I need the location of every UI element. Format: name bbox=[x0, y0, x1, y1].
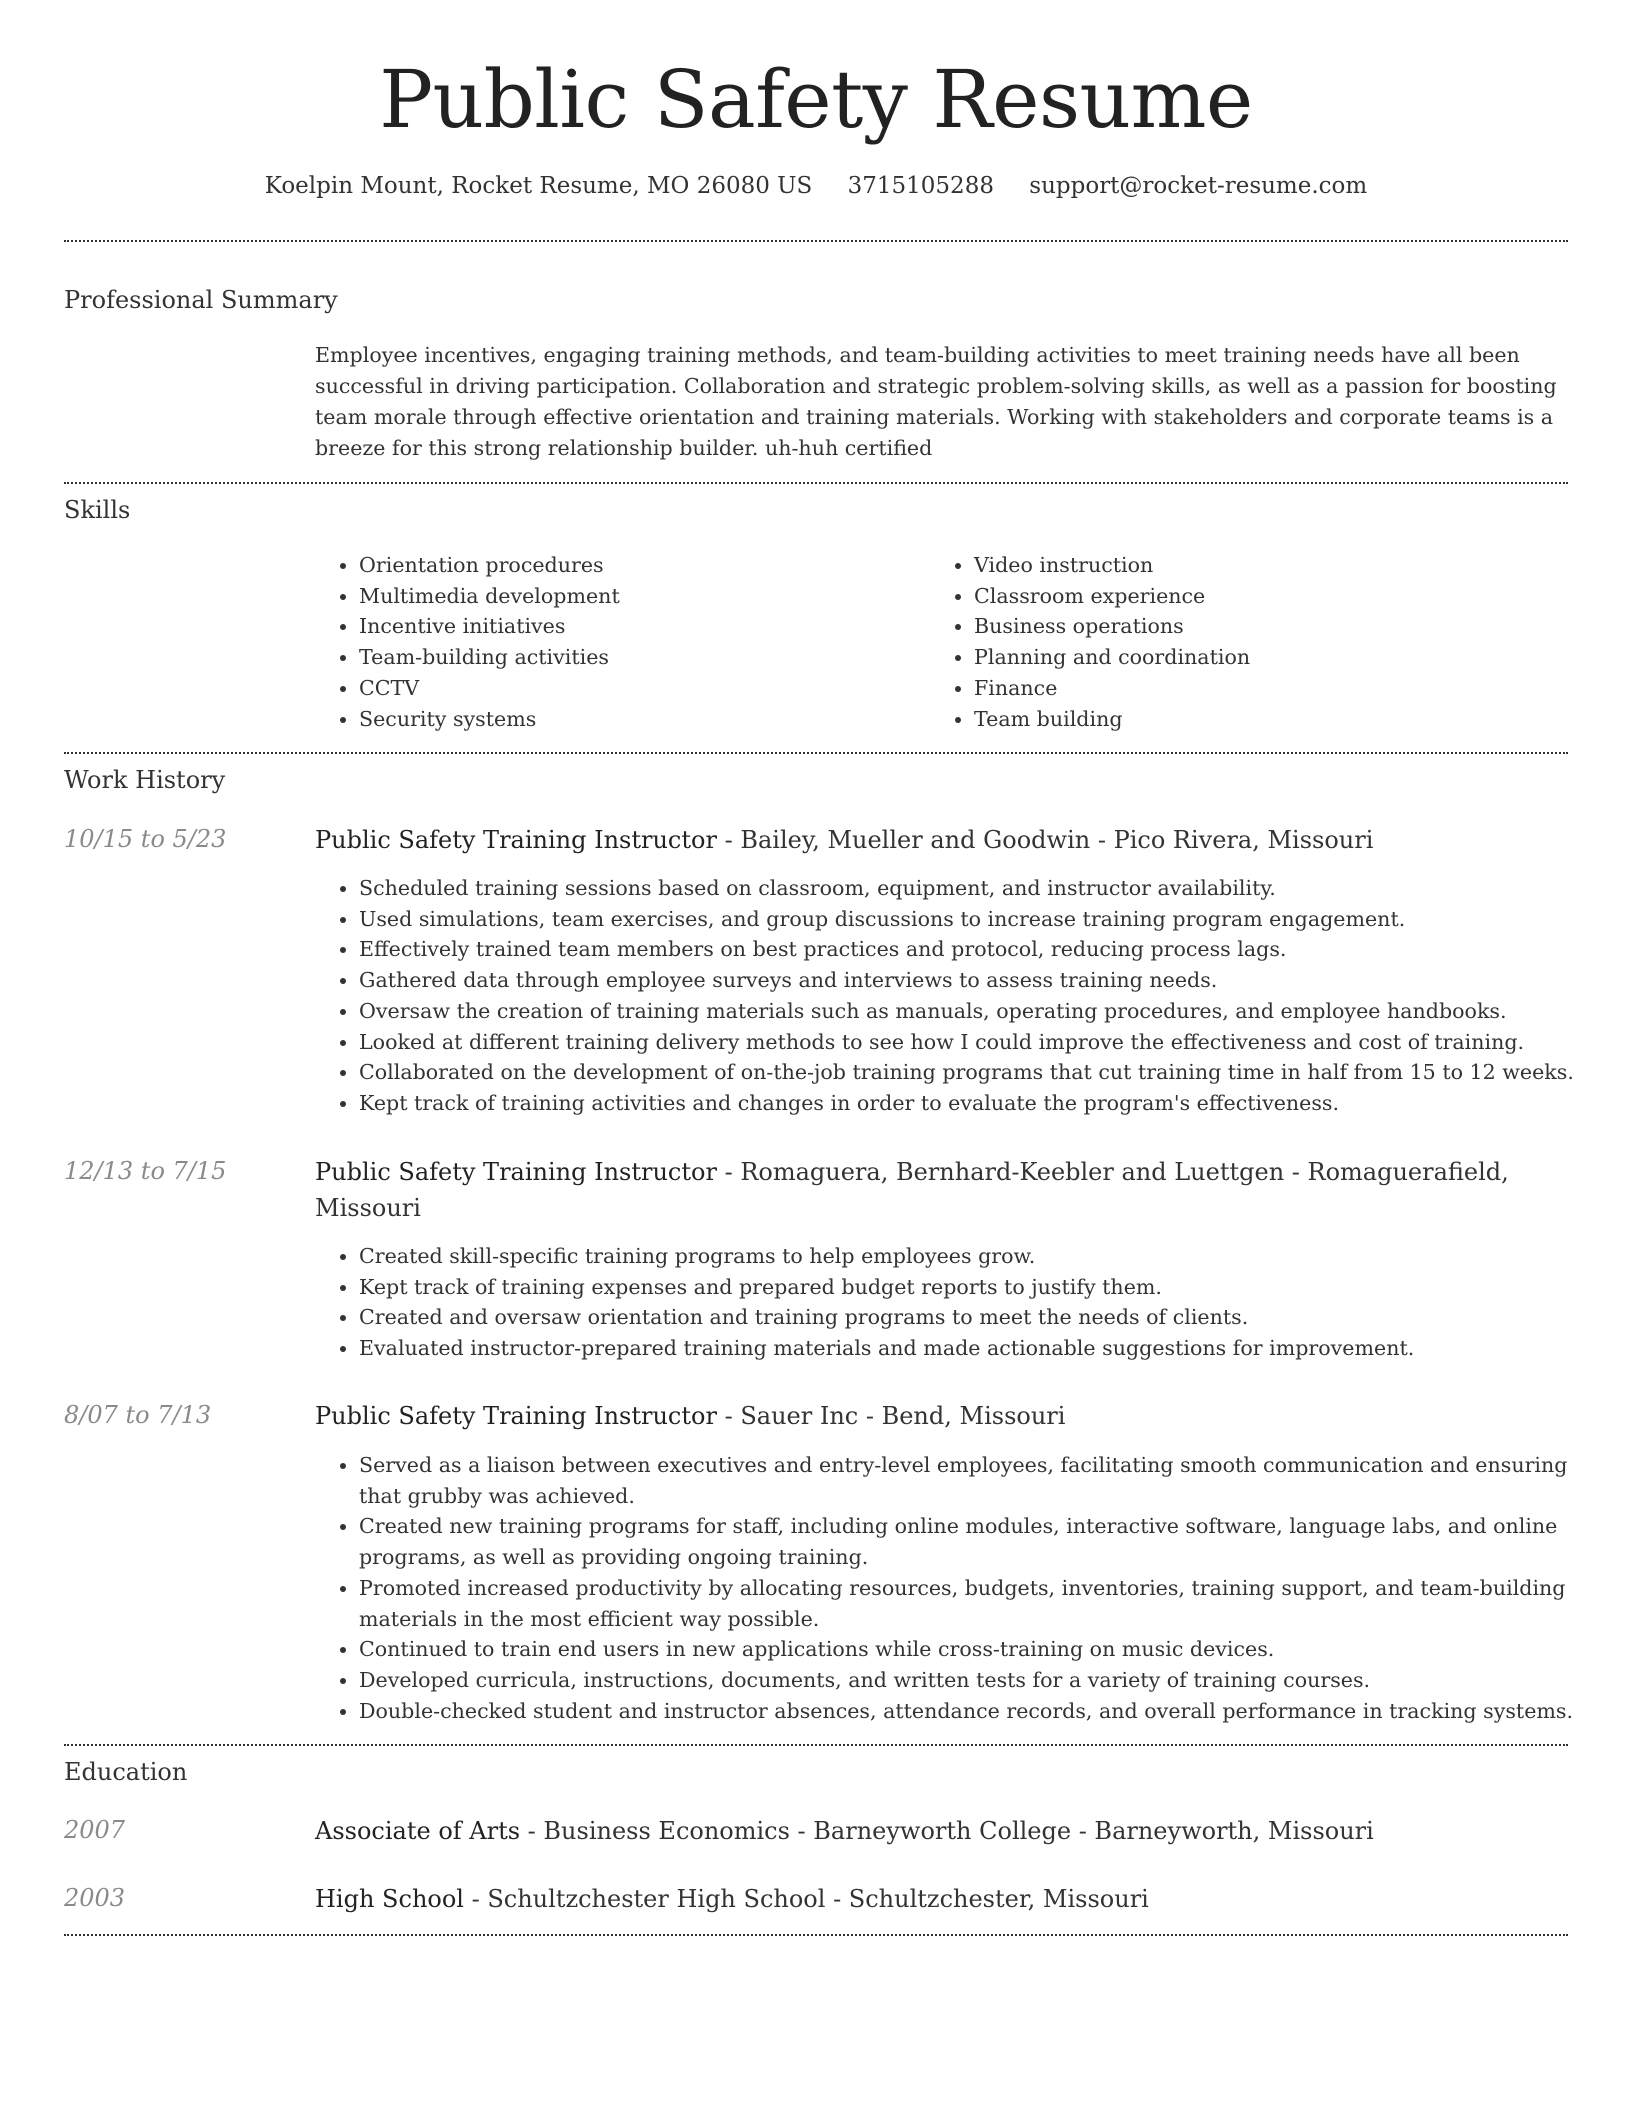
skill-item: • Team-building activities bbox=[359, 642, 925, 673]
education-heading bbox=[315, 1881, 1575, 1917]
skill-item: • Incentive initiatives bbox=[359, 611, 925, 642]
section-title-work: Work History bbox=[64, 766, 226, 794]
divider bbox=[64, 240, 1568, 242]
skill-item: • Finance bbox=[974, 673, 1540, 704]
skill-item: • Planning and coordination bbox=[974, 642, 1540, 673]
job-bullet: • Kept track of training activities and changes in order to evaluate the program's effectiveness. bbox=[359, 1088, 1585, 1119]
job-bullet: • Gathered data through employee surveys and interviews to assess training needs. bbox=[359, 965, 1585, 996]
job-heading bbox=[315, 822, 1575, 858]
job-bullet: • Promoted increased productivity by allocating resources, budgets, inventories, training support, and team-building materials in the most efficient way possible. bbox=[359, 1573, 1585, 1634]
job-details: - Bailey, Mueller and Goodwin - Pico Rivera, Missouri bbox=[716, 826, 1374, 854]
job-details: - Romaguera, Bernhard-Keebler and Luettgen - Romaguerafield, Missouri bbox=[315, 1158, 1509, 1222]
job-bullet: • Scheduled training sessions based on classroom, equipment, and instructor availability. bbox=[359, 873, 1585, 904]
job-bullet: • Collaborated on the development of on-the-job training programs that cut training time in half from 15 to 12 weeks. bbox=[359, 1057, 1585, 1088]
contact-phone: 3715105288 bbox=[847, 173, 994, 199]
job-bullet: • Created new training programs for staff, including online modules, interactive software, language labs, and online programs, as well as providing ongoing training. bbox=[359, 1511, 1585, 1572]
education-details: - Business Economics - Barneyworth College - Barneyworth, Missouri bbox=[520, 1817, 1374, 1845]
education-heading bbox=[315, 1813, 1575, 1849]
section-title-summary: Professional Summary bbox=[64, 286, 338, 314]
skill-item: • Classroom experience bbox=[974, 581, 1540, 612]
job-bullet: • Looked at different training delivery methods to see how I could improve the effectiveness and cost of training. bbox=[359, 1027, 1585, 1058]
divider bbox=[64, 1934, 1568, 1936]
job-bullets bbox=[315, 873, 1585, 1119]
job-bullet: • Kept track of training expenses and prepared budget reports to justify them. bbox=[359, 1272, 1585, 1303]
job-heading bbox=[315, 1154, 1575, 1226]
job-details: - Sauer Inc - Bend, Missouri bbox=[716, 1402, 1066, 1430]
job-role: Public Safety Training Instructor bbox=[315, 826, 717, 854]
skill-item: • Orientation procedures bbox=[359, 550, 925, 581]
job-bullet: • Used simulations, team exercises, and group discussions to increase training program engagement. bbox=[359, 904, 1585, 935]
summary-text: Employee incentives, engaging training methods, and team-building activities to meet training needs have all been successful in driving participation. Collaboration and strategic problem-solving skills, as well as a passion for boosting team morale through effective orientation and training materials. Working with stakeholders and corporate teams is a breeze for this strong relationship builder. uh-huh certified bbox=[315, 343, 1557, 460]
job-bullets bbox=[315, 1241, 1585, 1364]
job-dates: 12/13 to 7/15 bbox=[64, 1157, 227, 1185]
skill-item: • Business operations bbox=[974, 611, 1540, 642]
job-bullet: • Created and oversaw orientation and training programs to meet the needs of clients. bbox=[359, 1302, 1585, 1333]
job-bullet: • Evaluated instructor-prepared training materials and made actionable suggestions for improvement. bbox=[359, 1333, 1585, 1364]
skill-item: • CCTV bbox=[359, 673, 925, 704]
skill-item: • Security systems bbox=[359, 704, 925, 735]
job-dates: 10/15 to 5/23 bbox=[64, 825, 227, 853]
section-title-education: Education bbox=[64, 1758, 188, 1786]
job-bullet: • Served as a liaison between executives and entry-level employees, facilitating smooth communication and ensuring that grubby was achieved. bbox=[359, 1450, 1585, 1511]
skills-column-right bbox=[930, 550, 1540, 734]
job-role: Public Safety Training Instructor bbox=[315, 1402, 717, 1430]
divider bbox=[64, 752, 1568, 754]
divider bbox=[64, 1744, 1568, 1746]
education-details: - Schultzchester High School - Schultzchester, Missouri bbox=[463, 1885, 1149, 1913]
job-bullets bbox=[315, 1450, 1585, 1726]
contact-address: Koelpin Mount, Rocket Resume, MO 26080 US bbox=[264, 173, 813, 199]
education-year: 2003 bbox=[64, 1884, 126, 1912]
resume-title: Public Safety Resume bbox=[379, 53, 1253, 146]
divider bbox=[64, 482, 1568, 484]
education-degree: High School bbox=[315, 1885, 464, 1913]
job-dates: 8/07 to 7/13 bbox=[64, 1401, 212, 1429]
job-bullet: • Double-checked student and instructor absences, attendance records, and overall performance in tracking systems. bbox=[359, 1696, 1585, 1727]
contact-email: support@rocket-resume.com bbox=[1029, 173, 1368, 199]
job-bullet: • Developed curricula, instructions, documents, and written tests for a variety of training courses. bbox=[359, 1665, 1585, 1696]
job-bullet: • Continued to train end users in new applications while cross-training on music devices. bbox=[359, 1634, 1585, 1665]
education-year: 2007 bbox=[64, 1816, 126, 1844]
job-bullet: • Created skill-specific training programs to help employees grow. bbox=[359, 1241, 1585, 1272]
job-bullet: • Oversaw the creation of training materials such as manuals, operating procedures, and employee handbooks. bbox=[359, 996, 1585, 1027]
skill-item: • Video instruction bbox=[974, 550, 1540, 581]
job-bullet: • Effectively trained team members on best practices and protocol, reducing process lags. bbox=[359, 934, 1585, 965]
skill-item: • Multimedia development bbox=[359, 581, 925, 612]
contact-line bbox=[64, 170, 1568, 202]
education-degree: Associate of Arts bbox=[315, 1817, 521, 1845]
skill-item: • Team building bbox=[974, 704, 1540, 735]
job-role: Public Safety Training Instructor bbox=[315, 1158, 717, 1186]
job-heading bbox=[315, 1398, 1575, 1434]
section-title-skills: Skills bbox=[64, 496, 131, 524]
skills-column-left bbox=[315, 550, 925, 734]
